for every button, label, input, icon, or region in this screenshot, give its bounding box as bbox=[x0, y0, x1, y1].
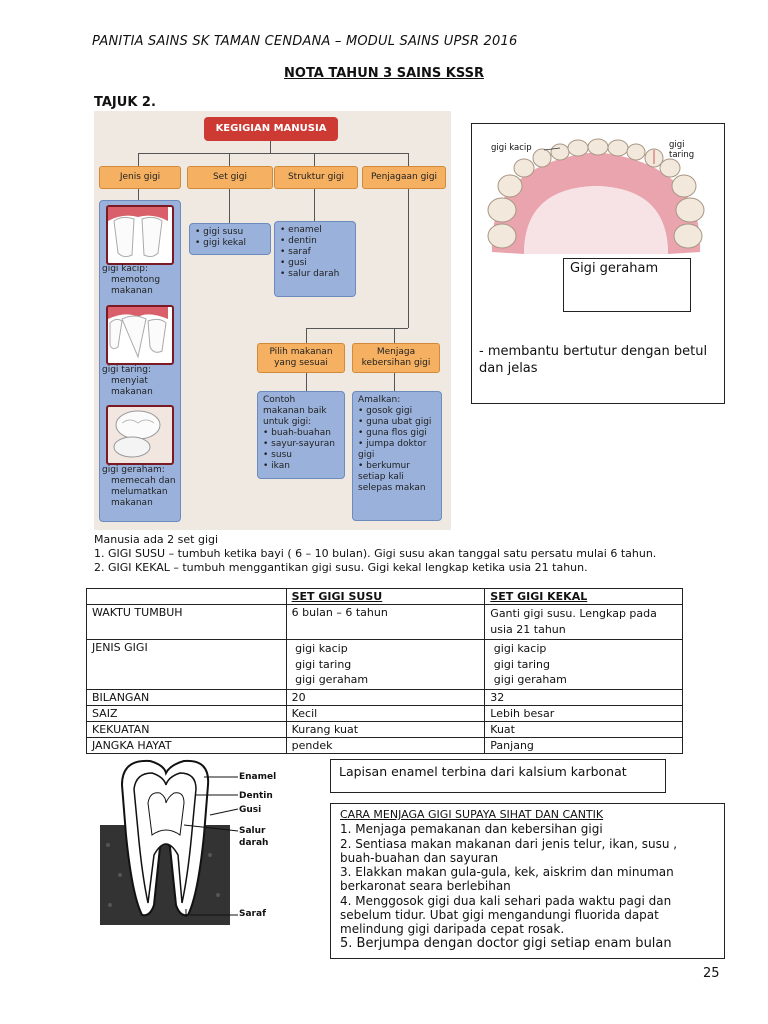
enamel-note-box: Lapisan enamel terbina dari kalsium karbonat bbox=[330, 759, 666, 793]
contoh-title: Contoh makanan baik untuk gigi: bbox=[263, 395, 327, 427]
row-susu: 20 bbox=[286, 689, 485, 705]
intro-text bbox=[94, 533, 714, 575]
care-item-2: 2. Sentiasa makan makanan dari jenis telur, ikan, susu , buah-buahan dan sayuran bbox=[340, 836, 678, 865]
care-heading: CARA MENJAGA GIGI SUPAYA SIHAT DAN CANTIK bbox=[340, 808, 604, 821]
set-susu: gigi susu bbox=[203, 227, 244, 237]
jenis-geraham-fn2: melumatkan bbox=[111, 487, 168, 497]
table-row bbox=[87, 721, 683, 737]
intro-line-1: Manusia ada 2 set gigi bbox=[94, 533, 219, 546]
susu-kacip: gigi kacip bbox=[291, 642, 348, 655]
label-enamel: Enamel bbox=[239, 772, 277, 782]
row-label: JENIS GIGI bbox=[87, 640, 287, 690]
category-set-gigi: Set gigi bbox=[187, 166, 273, 189]
contoh-buah: buah-buahan bbox=[271, 428, 331, 438]
category-penjagaan-gigi: Penjagaan gigi bbox=[362, 166, 446, 189]
amalkan-flos: guna flos gigi bbox=[366, 428, 427, 438]
struktur-gigi-panel: • enamel • dentin • saraf • gusi • salur darah bbox=[274, 221, 356, 297]
table-row bbox=[87, 705, 683, 721]
molar-icon bbox=[108, 407, 168, 459]
jenis-kacip-fn2: makanan bbox=[111, 286, 153, 296]
gigi-geraham-box: Gigi geraham bbox=[563, 258, 691, 312]
concept-map bbox=[94, 111, 451, 530]
table-row bbox=[87, 737, 683, 753]
set-gigi-panel: • gigi susu • gigi kekal bbox=[189, 223, 271, 255]
page-title: NOTA TAHUN 3 SAINS KSSR bbox=[284, 66, 484, 81]
susu-taring: gigi taring bbox=[291, 657, 352, 671]
geraham-function-text: - membantu bertutur dengan betul dan jelas bbox=[479, 344, 708, 376]
row-label: JANGKA HAYAT bbox=[87, 737, 287, 753]
row-kekal: 32 bbox=[485, 689, 683, 705]
struktur-gusi: gusi bbox=[288, 258, 307, 268]
intro-line-3: 2. GIGI KEKAL – tumbuh menggantikan gigi susu. Gigi kekal lengkap ketika usia 21 tahun. bbox=[94, 561, 588, 574]
label-salur-darah: Salur darah bbox=[239, 826, 269, 848]
set-kekal: gigi kekal bbox=[203, 238, 246, 248]
label-gusi: Gusi bbox=[239, 805, 262, 815]
jenis-geraham-fn1: memecah dan bbox=[111, 476, 176, 486]
row-susu: Kurang kuat bbox=[286, 721, 485, 737]
amalkan-berkumur: berkumur setiap kali selepas makan bbox=[358, 461, 426, 493]
label-saraf: Saraf bbox=[239, 909, 266, 919]
row-kekal: Ganti gigi susu. Lengkap pada usia 21 tahun bbox=[485, 605, 683, 640]
table-head-kekal: SET GIGI KEKAL bbox=[485, 589, 683, 605]
row-label: BILANGAN bbox=[87, 689, 287, 705]
care-item-4: 4. Menggosok gigi dua kali sehari pada waktu pagi dan sebelum tidur. Ubat gigi mengandungi fluorida dapat melindung gigi daripada cepat rosak. bbox=[340, 893, 672, 937]
contoh-makanan-panel: Contoh makanan baik untuk gigi: • buah-buahan • sayur-sayuran • susu • ikan bbox=[257, 391, 345, 479]
row-kekal bbox=[485, 640, 683, 690]
page-header: PANITIA SAINS SK TAMAN CENDANA – MODUL SAINS UPSR 2016 bbox=[92, 34, 518, 49]
row-kekal: Panjang bbox=[485, 737, 683, 753]
incisor-image bbox=[106, 205, 174, 265]
contoh-susu: susu bbox=[271, 450, 292, 460]
amalkan-panel: Amalkan: • gosok gigi • guna ubat gigi • guna flos gigi • jumpa doktor gigi • berkumur setiap kali selepas makan bbox=[352, 391, 442, 521]
tooth-care-box bbox=[330, 803, 725, 959]
table-row bbox=[87, 640, 683, 690]
category-struktur-gigi: Struktur gigi bbox=[274, 166, 358, 189]
label-dentin: Dentin bbox=[239, 791, 273, 801]
map-title: KEGIGIAN MANUSIA bbox=[204, 117, 338, 141]
label-gigi-taring: gigi taring bbox=[669, 140, 695, 160]
jenis-taring-fn2: makanan bbox=[111, 387, 153, 397]
row-label: KEKUATAN bbox=[87, 721, 287, 737]
struktur-salur-darah: salur darah bbox=[288, 269, 340, 279]
table-row bbox=[87, 605, 683, 640]
kekal-taring: gigi taring bbox=[490, 657, 550, 671]
struktur-enamel: enamel bbox=[288, 225, 322, 235]
jenis-kacip-name: gigi kacip: bbox=[102, 264, 149, 274]
pilih-makanan-box: Pilih makanan yang sesuai bbox=[257, 343, 345, 373]
contoh-ikan: ikan bbox=[271, 461, 290, 471]
jenis-geraham-name: gigi geraham: bbox=[102, 465, 165, 475]
row-susu: Kecil bbox=[286, 705, 485, 721]
amalkan-ubat: guna ubat gigi bbox=[366, 417, 432, 427]
row-kekal: Lebih besar bbox=[485, 705, 683, 721]
table-head-susu: SET GIGI SUSU bbox=[286, 589, 485, 605]
canine-image bbox=[106, 305, 174, 365]
label-gigi-kacip: gigi kacip bbox=[491, 143, 532, 153]
jenis-kacip-fn1: memotong bbox=[111, 275, 161, 285]
category-jenis-gigi: Jenis gigi bbox=[99, 166, 181, 189]
row-kekal: Kuat bbox=[485, 721, 683, 737]
row-susu: pendek bbox=[286, 737, 485, 753]
amalkan-title: Amalkan: bbox=[358, 395, 401, 405]
page-number: 25 bbox=[703, 966, 720, 981]
amalkan-doktor: jumpa doktor gigi bbox=[358, 439, 427, 460]
care-item-5: 5. Berjumpa dengan doctor gigi setiap enam bulan bbox=[340, 935, 672, 951]
molar-image bbox=[106, 405, 174, 465]
row-label: SAIZ bbox=[87, 705, 287, 721]
tooth-structure-diagram bbox=[100, 755, 278, 925]
table-row bbox=[87, 689, 683, 705]
care-item-1: 1. Menjaga pemakanan dan kebersihan gigi bbox=[340, 822, 603, 837]
kekal-kacip: gigi kacip bbox=[490, 642, 547, 655]
incisor-icon bbox=[108, 207, 168, 259]
row-susu: 6 bulan – 6 tahun bbox=[286, 605, 485, 640]
table-head-empty bbox=[87, 589, 287, 605]
tooth-set-comparison-table bbox=[86, 588, 683, 754]
kekal-geraham: gigi geraham bbox=[490, 673, 567, 686]
canine-icon bbox=[108, 307, 168, 359]
table-header-row bbox=[87, 589, 683, 605]
amalkan-gosok: gosok gigi bbox=[366, 406, 413, 416]
jenis-taring-fn1: menyiat bbox=[111, 376, 148, 386]
struktur-dentin: dentin bbox=[288, 236, 317, 246]
jenis-taring-name: gigi taring: bbox=[102, 365, 151, 375]
menjaga-kebersihan-box: Menjaga kebersihan gigi bbox=[352, 343, 440, 373]
row-label: WAKTU TUMBUH bbox=[87, 605, 287, 640]
struktur-saraf: saraf bbox=[288, 247, 311, 257]
topic-label: TAJUK 2. bbox=[94, 95, 156, 110]
care-item-3: 3. Elakkan makan gula-gula, kek, aiskrim dan minuman berkaronat seara berlebihan bbox=[340, 865, 674, 894]
contoh-sayur: sayur-sayuran bbox=[271, 439, 335, 449]
intro-line-2: 1. GIGI SUSU – tumbuh ketika bayi ( 6 – 10 bulan). Gigi susu akan tanggal satu persatu mulai 6 tahun. bbox=[94, 547, 657, 560]
row-susu bbox=[286, 640, 485, 690]
susu-geraham: gigi geraham bbox=[291, 673, 369, 686]
jenis-geraham-fn3: makanan bbox=[111, 498, 153, 508]
